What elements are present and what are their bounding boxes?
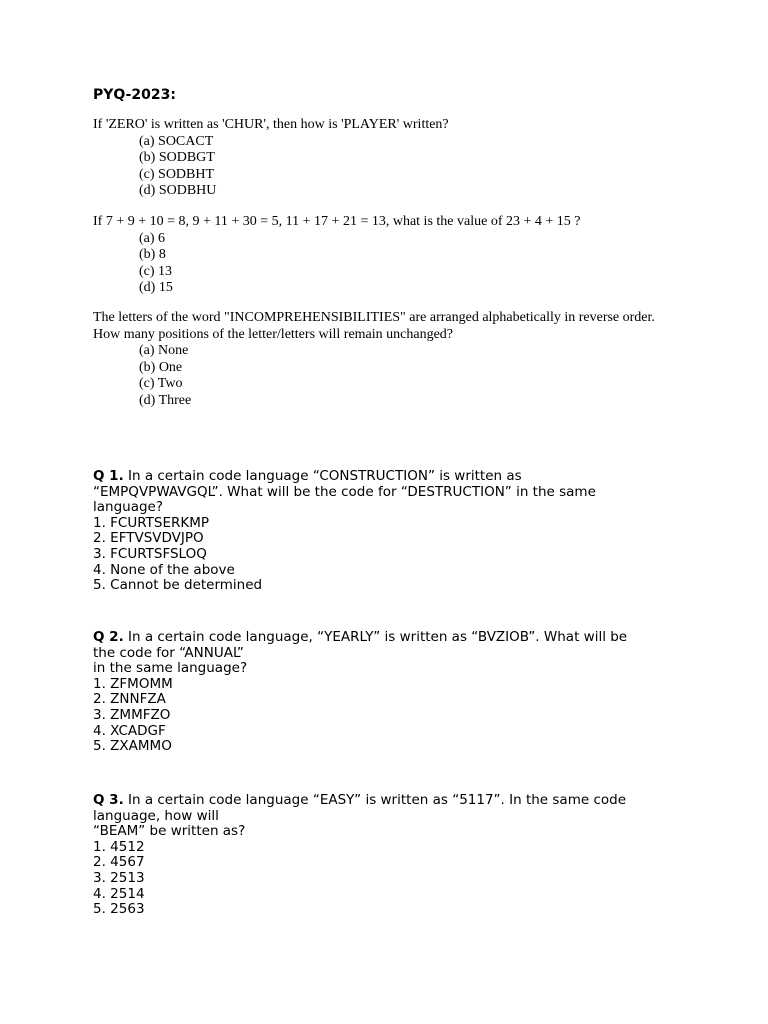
pyq-option: (c) Two [139, 376, 183, 391]
pyq-option: (d) Three [139, 392, 192, 408]
question-number: Q 2. [93, 629, 124, 645]
question-text [93, 630, 673, 646]
question-number: Q 1. [93, 468, 124, 484]
pyq-question-1 [93, 117, 683, 200]
section-heading: PYQ-2023: [93, 87, 176, 103]
question-text: in the same language? [93, 660, 248, 677]
pyq-question-2 [93, 214, 683, 297]
pyq-question-3 [93, 310, 683, 409]
question-text: “EMPQVPWAVGQL”. What will be the code for “DESTRUCTION” in the same [93, 483, 596, 500]
pyq-option: (a) None [139, 343, 189, 358]
pyq-option: (b) One [139, 359, 183, 375]
pyq-option: (d) 15 [139, 280, 173, 295]
answer-option: 2. ZNNFZA [93, 691, 166, 708]
pyq-option: (a) SOCACT [139, 133, 214, 149]
question-2 [93, 630, 673, 755]
question-1 [93, 469, 673, 594]
answer-option: 2. 4567 [93, 854, 145, 871]
pyq-option: (b) 8 [139, 247, 166, 262]
answer-option: 3. ZMMFZO [93, 706, 171, 723]
answer-option: 3. FCURTSFSLOQ [93, 545, 207, 562]
answer-option: 4. None of the above [93, 561, 235, 578]
answer-option: 4. XCADGF [93, 722, 166, 739]
question-text: language? [93, 499, 164, 516]
question-text-start: In a certain code language “EASY” is written as “5117”. In the same code [123, 792, 627, 808]
pyq-option: (c) SODBHT [139, 166, 215, 182]
pyq-option: (a) 6 [139, 230, 166, 246]
pyq-option: (d) SODBHU [139, 183, 217, 198]
question-number: Q 3. [93, 792, 124, 808]
answer-option: 5. Cannot be determined [93, 577, 263, 594]
question-3 [93, 793, 673, 918]
question-text: language, how will [93, 807, 219, 824]
answer-option: 4. 2514 [93, 885, 145, 902]
pyq-question-text: If 'ZERO' is written as 'CHUR', then how is 'PLAYER' written? [93, 117, 449, 132]
answer-option: 1. FCURTSERKMP [93, 514, 210, 531]
question-text [93, 793, 673, 809]
pyq-question-text: If 7 + 9 + 10 = 8, 9 + 11 + 30 = 5, 11 + 17 + 21 = 13, what is the value of 23 + 4 + 15 ? [93, 214, 581, 229]
pyq-question-text: How many positions of the letter/letters will remain unchanged? [93, 326, 454, 342]
question-text: the code for “ANNUAL” [93, 644, 244, 661]
question-text: “BEAM” be written as? [93, 823, 246, 840]
pyq-option: (c) 13 [139, 263, 173, 279]
question-text [93, 469, 673, 485]
pyq-question-text: The letters of the word "INCOMPREHENSIBILITIES" are arranged alphabetically in reverse order. [93, 310, 655, 325]
answer-option: 5. ZXAMMO [93, 738, 172, 755]
answer-option: 3. 2513 [93, 869, 145, 886]
question-text-start: In a certain code language, “YEARLY” is written as “BVZIOB”. What will be [123, 629, 628, 645]
question-text-start: In a certain code language “CONSTRUCTION” is written as [123, 468, 522, 484]
answer-option: 2. EFTVSVDVJPO [93, 530, 204, 547]
pyq-option: (b) SODBGT [139, 150, 215, 165]
answer-option: 5. 2563 [93, 901, 145, 918]
answer-option: 1. 4512 [93, 838, 145, 855]
answer-option: 1. ZFMOMM [93, 675, 173, 692]
